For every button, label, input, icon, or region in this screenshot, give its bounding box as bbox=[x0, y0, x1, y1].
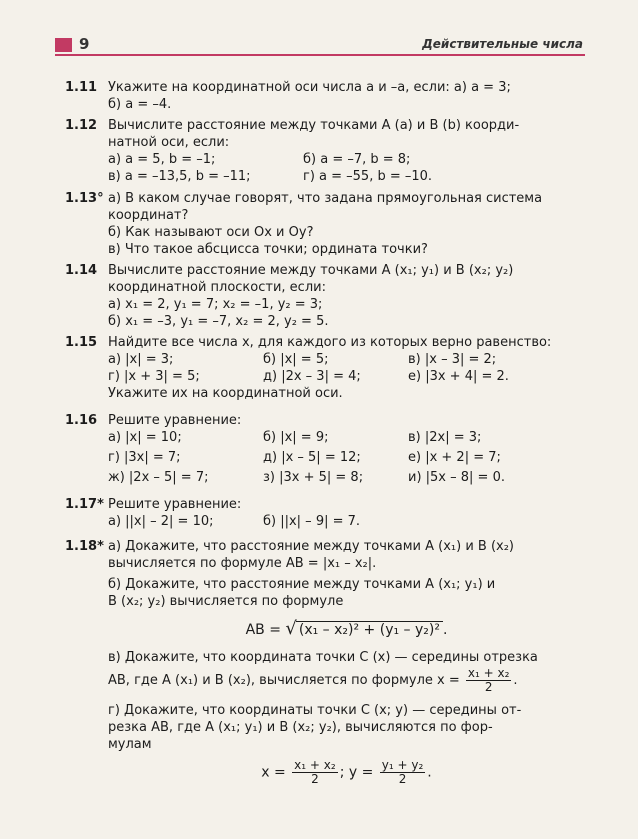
answer-row bbox=[108, 449, 585, 469]
exercise-1-16 bbox=[65, 412, 585, 489]
exercise-number: 1.13° bbox=[65, 191, 104, 206]
text-line: б) x₁ = –3, y₁ = –7, x₂ = 2, y₂ = 5. bbox=[108, 314, 329, 329]
fraction-numerator: x₁ + x₂ bbox=[467, 666, 510, 680]
text-line: резка AB, где A (x₁; y₁) и B (x₂; y₂), вычисляются по фор- bbox=[108, 720, 493, 735]
item: а) |x| = 3; bbox=[108, 352, 174, 367]
text-line: Вычислите расстояние между точками A (x₁; y₁) и B (x₂; y₂) bbox=[108, 263, 514, 278]
item: ж) |2x – 5| = 7; bbox=[108, 470, 209, 485]
formula-end: . bbox=[427, 764, 432, 781]
item: д) |x – 5| = 12; bbox=[263, 450, 361, 465]
page-number-marker bbox=[55, 38, 72, 52]
item: а) |x| = 10; bbox=[108, 430, 182, 445]
item: б) |x| = 5; bbox=[263, 352, 329, 367]
item: г) |x + 3| = 5; bbox=[108, 369, 200, 384]
exercise-number: 1.12 bbox=[65, 118, 98, 133]
text-line: B (x₂; y₂) вычисляется по формуле bbox=[108, 594, 344, 609]
item: г) |3x| = 7; bbox=[108, 450, 181, 465]
text-line: натной оси, если: bbox=[108, 135, 230, 150]
text-line: в) Докажите, что координата точки C (x) — середины отрезка bbox=[108, 650, 538, 665]
fraction-numerator: y₁ + y₂ bbox=[381, 758, 424, 772]
item: з) |3x + 5| = 8; bbox=[263, 470, 364, 485]
formula-radicand: (x₁ – x₂)² + (y₁ – y₂)² bbox=[296, 621, 443, 639]
item: б) |x| = 9; bbox=[263, 430, 329, 445]
running-title: Действительные числа bbox=[422, 37, 583, 51]
item: б) a = –7, b = 8; bbox=[303, 152, 411, 167]
exercise-number: 1.17* bbox=[65, 497, 104, 512]
midpoint-fraction bbox=[466, 667, 512, 694]
answer-row bbox=[108, 513, 585, 530]
text-line: б) Как называют оси Ox и Oy? bbox=[108, 225, 314, 240]
text-line: а) Докажите, что расстояние между точками A (x₁) и B (x₂) bbox=[108, 539, 515, 554]
answer-row bbox=[108, 469, 585, 489]
exercise-number: 1.14 bbox=[65, 263, 98, 278]
sqrt-icon: √ bbox=[285, 618, 297, 639]
text-line: Вычислите расстояние между точками A (a) и B (b) коорди- bbox=[108, 118, 520, 133]
exercise-1-11 bbox=[65, 79, 585, 113]
text-line: в) Что такое абсцисса точки; ордината точки? bbox=[108, 242, 428, 257]
text-line: б) a = –4. bbox=[108, 97, 172, 112]
exercise-number: 1.18* bbox=[65, 539, 104, 554]
text-line: г) Докажите, что координаты точки C (x; y) — середины от- bbox=[108, 703, 522, 718]
exercise-number: 1.11 bbox=[65, 80, 98, 95]
distance-formula bbox=[108, 620, 585, 639]
exercise-number: 1.16 bbox=[65, 413, 98, 428]
text-line: Укажите на координатной оси числа a и –a, если: а) a = 3; bbox=[108, 80, 511, 95]
fraction-denominator: 2 bbox=[484, 680, 493, 694]
answer-row bbox=[108, 429, 585, 449]
formula-separator: ; y = bbox=[339, 764, 374, 781]
text-line: а) x₁ = 2, y₁ = 7; x₂ = –1, y₂ = 3; bbox=[108, 297, 323, 312]
page-header bbox=[55, 36, 585, 56]
formula-lhs: x = bbox=[261, 764, 286, 781]
item: в) |2x| = 3; bbox=[408, 430, 482, 445]
text-line: Укажите их на координатной оси. bbox=[108, 386, 343, 401]
answer-row bbox=[108, 168, 585, 185]
fraction-denominator: 2 bbox=[311, 772, 319, 786]
text-line: Решите уравнение: bbox=[108, 413, 242, 428]
header-rule bbox=[55, 54, 585, 56]
item: г) a = –55, b = –10. bbox=[303, 169, 433, 184]
item: а) ||x| – 2| = 10; bbox=[108, 514, 214, 529]
answer-row bbox=[108, 368, 585, 385]
exercise-1-12 bbox=[65, 117, 585, 185]
answer-row bbox=[108, 351, 585, 368]
item: е) |3x + 4| = 2. bbox=[408, 369, 509, 384]
exercise-1-13 bbox=[65, 190, 585, 258]
text-span: AB, где A (x₁) и B (x₂), вычисляется по формуле x = bbox=[108, 673, 460, 688]
text-line: вычисляется по формуле AB = |x₁ – x₂|. bbox=[108, 556, 377, 571]
text-line: Найдите все числа x, для каждого из которых верно равенство: bbox=[108, 335, 552, 350]
exercise-1-14 bbox=[65, 262, 585, 330]
page-number: 9 bbox=[79, 35, 90, 53]
formula-end: . bbox=[513, 673, 518, 688]
text-line: б) Докажите, что расстояние между точками A (x₁; y₁) и bbox=[108, 577, 496, 592]
x-fraction bbox=[292, 759, 338, 786]
item: е) |x + 2| = 7; bbox=[408, 450, 501, 465]
formula-lhs: AB = bbox=[245, 622, 281, 638]
fraction-denominator: 2 bbox=[398, 772, 407, 786]
exercise-1-15 bbox=[65, 334, 585, 402]
text-line: координатной плоскости, если: bbox=[108, 280, 326, 295]
text-line-with-fraction bbox=[108, 666, 585, 696]
fraction-numerator: x₁ + x₂ bbox=[294, 758, 336, 772]
exercise-1-17 bbox=[65, 496, 585, 530]
item: а) a = 5, b = –1; bbox=[108, 152, 216, 167]
item: в) a = –13,5, b = –11; bbox=[108, 169, 251, 184]
answer-row bbox=[108, 151, 585, 168]
exercise-number: 1.15 bbox=[65, 335, 98, 350]
text-line: Решите уравнение: bbox=[108, 497, 242, 512]
item: б) ||x| – 9| = 7. bbox=[263, 514, 361, 529]
item: в) |x – 3| = 2; bbox=[408, 352, 497, 367]
exercise-1-18 bbox=[65, 538, 585, 790]
item: и) |5x – 8| = 0. bbox=[408, 470, 505, 485]
formula-end: . bbox=[442, 622, 448, 638]
item: д) |2x – 3| = 4; bbox=[263, 369, 361, 384]
midpoint-formulas bbox=[108, 759, 585, 786]
text-line: координат? bbox=[108, 208, 189, 223]
text-line: а) В каком случае говорят, что задана прямоугольная система bbox=[108, 191, 543, 206]
y-fraction bbox=[380, 759, 426, 786]
text-line: мулам bbox=[108, 737, 152, 752]
